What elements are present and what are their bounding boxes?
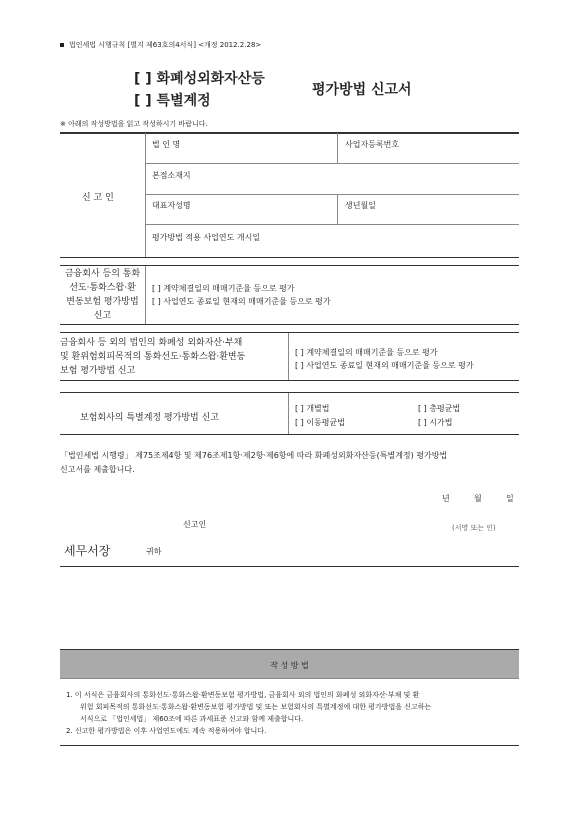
- applicant-divider: [145, 133, 146, 257]
- biz-number-field[interactable]: 사업자등록번호: [345, 140, 400, 149]
- section3-label: [60, 336, 245, 378]
- section3-label-line: 및 환위험회피목적의 통화선도·통화스왑·환변동: [60, 352, 246, 362]
- title-line-1: [134, 68, 265, 88]
- corp-name-field[interactable]: 법 인 명: [152, 140, 181, 149]
- applicant-col-divider-2: [337, 194, 338, 224]
- form-reference-text: 법인세법 시행규칙 [별지 제63호의4서식] <개정 2012.2.28>: [69, 41, 262, 49]
- section-border: [60, 392, 519, 393]
- date-month[interactable]: 월: [474, 494, 482, 503]
- fiscal-start-field[interactable]: 평가방법 적용 사업연도 개시일: [152, 233, 261, 242]
- section-border: [60, 566, 519, 567]
- section2-label-line: 변동보험 평가방법: [66, 297, 139, 307]
- instructions-title: 작 성 방 법: [270, 661, 309, 670]
- instructions-bottom-border: [60, 745, 519, 746]
- form-reference: [60, 40, 261, 50]
- instruction-note: ※ 아래의 작성방법을 읽고 작성하시기 바랍니다.: [60, 120, 208, 128]
- section2-label-line: 신고: [93, 311, 112, 321]
- section3-label-line: 보험 평가방법 신고: [60, 366, 136, 376]
- section3-option-fiscal-end[interactable]: [ ] 사업연도 종료일 현재의 매매기준율 등으로 평가: [295, 361, 474, 370]
- section4-option-moving-average[interactable]: [ ] 이동평균법: [295, 418, 345, 427]
- section2-label-line: 선도·통화스왑·환: [69, 283, 136, 293]
- title-option-1: 화폐성외화자산등: [156, 71, 265, 87]
- birth-date-field[interactable]: 생년월일: [345, 201, 376, 210]
- section-border: [60, 257, 519, 258]
- section4-option-total-average[interactable]: [ ] 총평균법: [418, 404, 461, 413]
- table-top-border: [60, 132, 519, 134]
- instructions-header-border: [60, 678, 519, 679]
- section2-divider: [145, 266, 146, 324]
- section3-label-line: 금융회사 등 외의 법인의 화폐성 외화자산·부채: [60, 338, 243, 348]
- section2-label-line: 금융회사 등의 통화: [64, 269, 141, 279]
- section-border: [60, 265, 519, 266]
- section3-option-contract-date[interactable]: [ ] 계약체결일의 매매기준율 등으로 평가: [295, 348, 438, 357]
- rep-name-field[interactable]: 대표자성명: [152, 201, 191, 210]
- section2-label: [60, 267, 145, 323]
- statement-line-2: 신고서를 제출합니다.: [60, 465, 135, 474]
- honorific: 귀하: [146, 547, 162, 556]
- title-checkbox-2[interactable]: [ ]: [134, 93, 152, 109]
- statement-line-1: 「법인세법 시행령」 제75조제4항 및 제76조제1항·제2항·제6항에 따라 화폐성외화자산등(특별계정) 평가방법: [60, 451, 448, 460]
- instruction-line: 1. 이 서식은 금융회사의 통화선도·통화스왑·환변동보험 평가방법, 금융회사 외의 법인의 화폐성 외화자산·부채 및 환: [66, 691, 420, 699]
- section4-label: 보험회사의 특별계정 평가방법 신고: [80, 413, 219, 423]
- section-border: [60, 324, 519, 325]
- addressee: 세무서장: [64, 544, 111, 558]
- section4-option-specific[interactable]: [ ] 개별법: [295, 404, 330, 413]
- date-year[interactable]: 년: [442, 494, 450, 503]
- section3-divider: [288, 333, 289, 380]
- section-border: [60, 332, 519, 333]
- date-day[interactable]: 일: [506, 494, 514, 503]
- row-border: [145, 163, 519, 164]
- square-bullet-icon: [60, 43, 64, 47]
- instruction-line: 위험 회피목적의 통화선도·통화스왑·환변동보험 평가방법 및 또는 보험회사의 특별계정에 대한 평가방법을 신고하는: [80, 703, 432, 711]
- section-border: [60, 380, 519, 381]
- applicant-col-divider-1: [337, 133, 338, 163]
- row-border: [145, 224, 519, 225]
- section4-divider: [288, 393, 289, 434]
- title-line-2: [134, 90, 211, 110]
- instruction-line: 서식으로 「법인세법」 제60조에 따른 과세표준 신고와 함께 제출합니다.: [80, 715, 304, 723]
- signature-field[interactable]: (서명 또는 인): [452, 524, 496, 532]
- applicant-section-label: 신 고 인: [82, 193, 114, 203]
- title-checkbox-1[interactable]: [ ]: [134, 71, 152, 87]
- hq-address-field[interactable]: 본점소재지: [152, 171, 191, 180]
- section2-option-contract-date[interactable]: [ ] 계약체결일의 매매기준율 등으로 평가: [152, 284, 295, 293]
- instruction-line: 2. 신고한 평가방법은 이후 사업연도에도 계속 적용하여야 합니다.: [66, 727, 267, 735]
- signer-label: 신고인: [183, 520, 207, 529]
- section2-option-fiscal-end[interactable]: [ ] 사업연도 종료일 현재의 매매기준율 등으로 평가: [152, 297, 331, 306]
- section-border: [60, 434, 519, 435]
- title-option-2: 특별계정: [156, 93, 211, 109]
- instructions-body: [66, 689, 431, 737]
- section4-option-market-price[interactable]: [ ] 시가법: [418, 418, 453, 427]
- title-right: 평가방법 신고서: [312, 82, 412, 98]
- row-border: [145, 194, 519, 195]
